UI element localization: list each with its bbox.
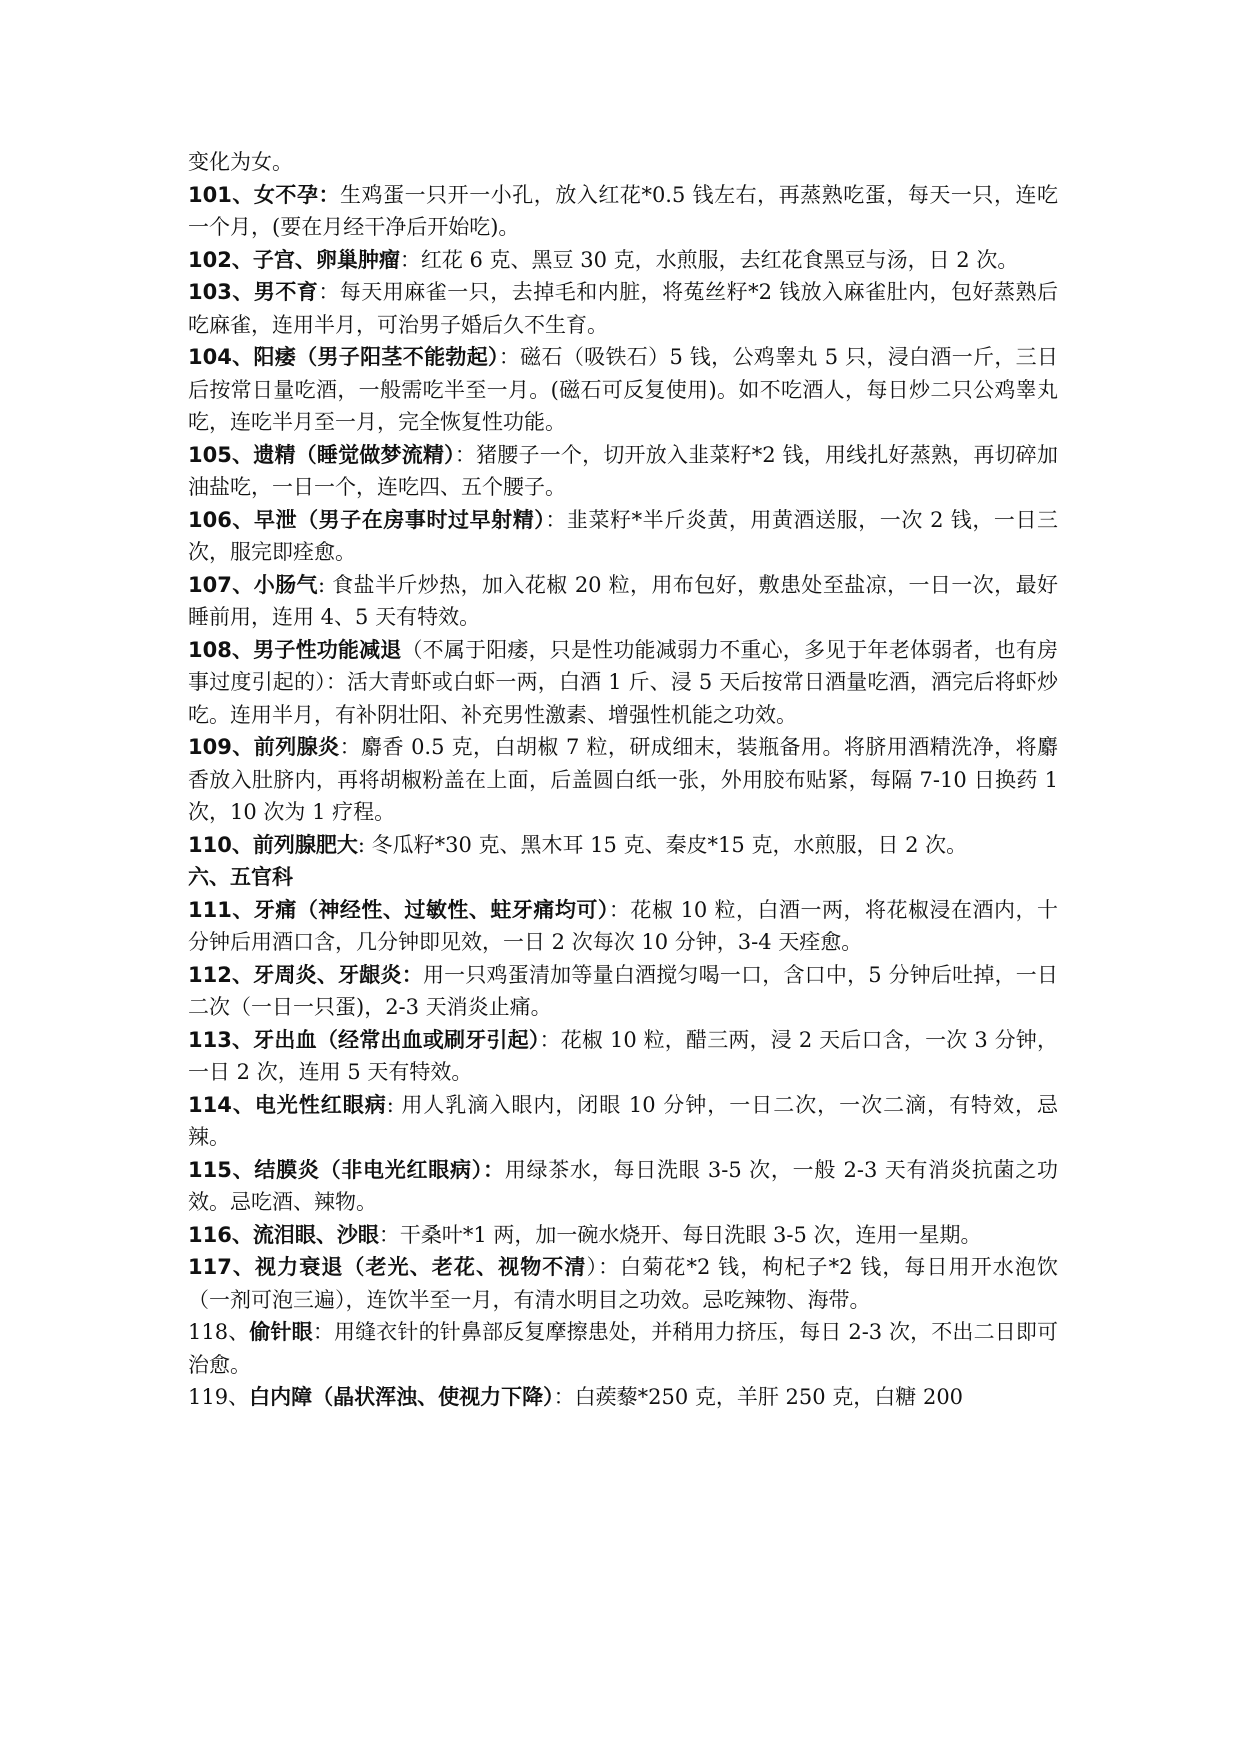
entry-title: 白内障（晶状浑浊、使视力下降）	[249, 1385, 554, 1409]
entry-number: 104、	[188, 345, 254, 369]
entry-text: 生鸡蛋一只开一小孔，放入红花*0.5 钱左右，再蒸熟吃蛋，每天一只，连吃一个月，(要在月经干净后开始吃)。	[188, 182, 1059, 239]
entry-117	[188, 1251, 1058, 1316]
entry-104	[188, 341, 1058, 439]
entry-text: ：白蒺藜*250 克，羊肝 250 克，白糖 200	[553, 1385, 964, 1409]
entry-title: 流泪眼、沙眼	[252, 1222, 379, 1247]
entry-number: 105、	[188, 442, 254, 467]
entry-107	[188, 569, 1058, 634]
entry-text: ：麝香 0.5 克，白胡椒 7 粒，研成细末，装瓶备用。将脐用酒精洗净，将麝香放入肚脐内，再将胡椒粉盖在上面，后盖圆白纸一张，外用胶布贴紧，每隔 7-10 日换药 1 次，10 次为 1 疗程。	[188, 735, 1059, 824]
entry-106	[188, 504, 1058, 569]
entry-title: 牙周炎、牙龈炎：	[253, 962, 423, 987]
entry-number: 119、	[188, 1385, 250, 1409]
entry-title: 偷针眼	[249, 1320, 313, 1344]
entry-text: : 用人乳滴入眼内，闭眼 10 分钟，一日二次，一次二滴，有特效，忌辣。	[188, 1092, 1059, 1149]
entry-number: 110、	[188, 832, 253, 857]
entry-number: 115、	[188, 1157, 255, 1182]
entry-116	[188, 1219, 1058, 1252]
entry-112	[188, 959, 1058, 1024]
entry-text: ：花椒 10 粒，白酒一两，将花椒浸在酒内，十分钟后用酒口含，几分钟即见效，一日 2 次每次 10 分钟，3-4 天痊愈。	[188, 897, 1059, 954]
entry-text: 用绿茶水，每日洗眼 3-5 次，一般 2-3 天有消炎抗菌之功效。忌吃酒、辣物。	[188, 1157, 1058, 1214]
entry-102	[188, 244, 1058, 277]
entry-number: 113、	[188, 1027, 254, 1052]
document-page	[188, 146, 1058, 1414]
entry-text: : 食盐半斤炒热，加入花椒 20 粒，用布包好，敷患处至盐凉，一日一次，最好睡前用，连用 4、5 天有特效。	[188, 572, 1059, 629]
entry-text: ：花椒 10 粒，醋三两，浸 2 天后口含，一次 3 分钟，一日 2 次，连用 5 天有特效。	[188, 1027, 1058, 1084]
entry-text: ：干桑叶*1 两，加一碗水烧开、每日洗眼 3-5 次，连用一星期。	[378, 1222, 982, 1247]
entry-text: ：红花 6 克、黑豆 30 克，水煎服，去红花食黑豆与汤，日 2 次。	[399, 247, 1019, 272]
entry-title: 女不孕：	[253, 182, 341, 207]
entry-title: 阳痿（男子阳茎不能勃起）	[253, 345, 499, 369]
entry-105	[188, 439, 1058, 504]
entry-text: 用一只鸡蛋清加等量白酒搅匀喝一口，含口中，5 分钟后吐掉，一日二次（一日一只蛋)，2-3 天消炎止痛。	[188, 962, 1059, 1019]
entry-number: 101、	[188, 182, 254, 207]
entry-text: ：韭菜籽*半斤炎黄，用黄酒送服，一次 2 钱，一日三次，服完即痊愈。	[188, 507, 1059, 564]
entry-text: ：磁石（吸铁石）5 钱，公鸡睾丸 5 只，浸白酒一斤，三日后按常日量吃酒，一般需吃半至一月。(磁石可反复使用)。如不吃酒人，每日炒二只公鸡睾丸吃，连吃半月至一月，完全恢复性功能。	[188, 345, 1058, 434]
entry-113	[188, 1024, 1058, 1089]
entry-number: 102、	[188, 247, 253, 272]
entry-number: 106、	[188, 507, 254, 532]
entry-number: 108、	[188, 637, 254, 662]
entry-103	[188, 276, 1058, 341]
entry-title: 牙出血（经常出血或刷牙引起）	[253, 1027, 540, 1052]
entry-title: 结膜炎（非电光红眼病）：	[254, 1157, 505, 1182]
entry-number: 118、	[188, 1320, 250, 1344]
entry-110	[188, 829, 1058, 862]
entry-114	[188, 1089, 1058, 1154]
entry-title: 早泄（男子在房事时过早射精）	[253, 507, 546, 532]
entry-title: 牙痛（神经性、过敏性、蛀牙痛均可）	[253, 897, 609, 922]
entry-text: （不属于阳痿，只是性功能减弱力不重心，多见于年老体弱者，也有房事过度引起的）：活大青虾或白虾一两，白酒 1 斤、浸 5 天后按常日酒量吃酒，酒完后将虾炒吃。连用半月，有补阴壮阳、补充男性激素、增强性机能之功效。	[188, 637, 1059, 727]
entry-text: ：每天用麻雀一只，去掉毛和内脏，将菟丝籽*2 钱放入麻雀肚内，包好蒸熟后吃麻雀，连用半月，可治男子婚后久不生育。	[188, 280, 1059, 337]
entry-title: 子宫、卵巢肿瘤	[252, 247, 400, 272]
entry-number: 114、	[188, 1092, 255, 1117]
intro-line: 变化为女。	[188, 150, 293, 174]
section-heading: 六、五官科	[188, 865, 293, 889]
entry-number: 116、	[188, 1222, 253, 1247]
entry-title: 前列腺肥大	[252, 832, 358, 857]
entry-119	[188, 1381, 1058, 1414]
entry-number: 107、	[188, 572, 254, 597]
entry-title: 男不育	[253, 280, 319, 304]
entry-title: 小肠气	[253, 572, 318, 597]
entry-number: 109、	[188, 735, 254, 759]
entry-number: 112、	[188, 962, 254, 987]
entry-109	[188, 731, 1058, 829]
entry-title: 视力衰退（老光、老花、视物不清	[255, 1255, 587, 1279]
entry-118	[188, 1316, 1058, 1381]
entry-title: 前列腺炎	[253, 735, 340, 759]
entry-title: 遗精（睡觉做梦流精）	[253, 442, 455, 467]
entry-text: : 冬瓜籽*30 克、黑木耳 15 克、秦皮*15 克，水煎服，日 2 次。	[357, 832, 968, 857]
entry-title: 男子性功能减退	[253, 637, 402, 662]
entry-115	[188, 1154, 1058, 1219]
entry-text: ）：白菊花*2 钱，枸杞子*2 钱，每日用开水泡饮（一剂可泡三遍），连饮半至一月，有清水明目之功效。忌吃辣物、海带。	[188, 1255, 1058, 1312]
entry-text: ：用缝衣针的针鼻部反复摩擦患处，并稍用力挤压，每日 2-3 次，不出二日即可治愈。	[188, 1320, 1059, 1377]
entry-101	[188, 179, 1058, 244]
entry-number: 117、	[188, 1255, 256, 1279]
entry-text: ：猪腰子一个，切开放入韭菜籽*2 钱，用线扎好蒸熟，再切碎加油盐吃，一日一个，连吃四、五个腰子。	[188, 442, 1059, 499]
entry-111	[188, 894, 1058, 959]
entry-108	[188, 634, 1058, 732]
entry-number: 111、	[188, 897, 254, 922]
entry-title: 电光性红眼病	[254, 1092, 387, 1117]
entry-number: 103、	[188, 280, 254, 304]
